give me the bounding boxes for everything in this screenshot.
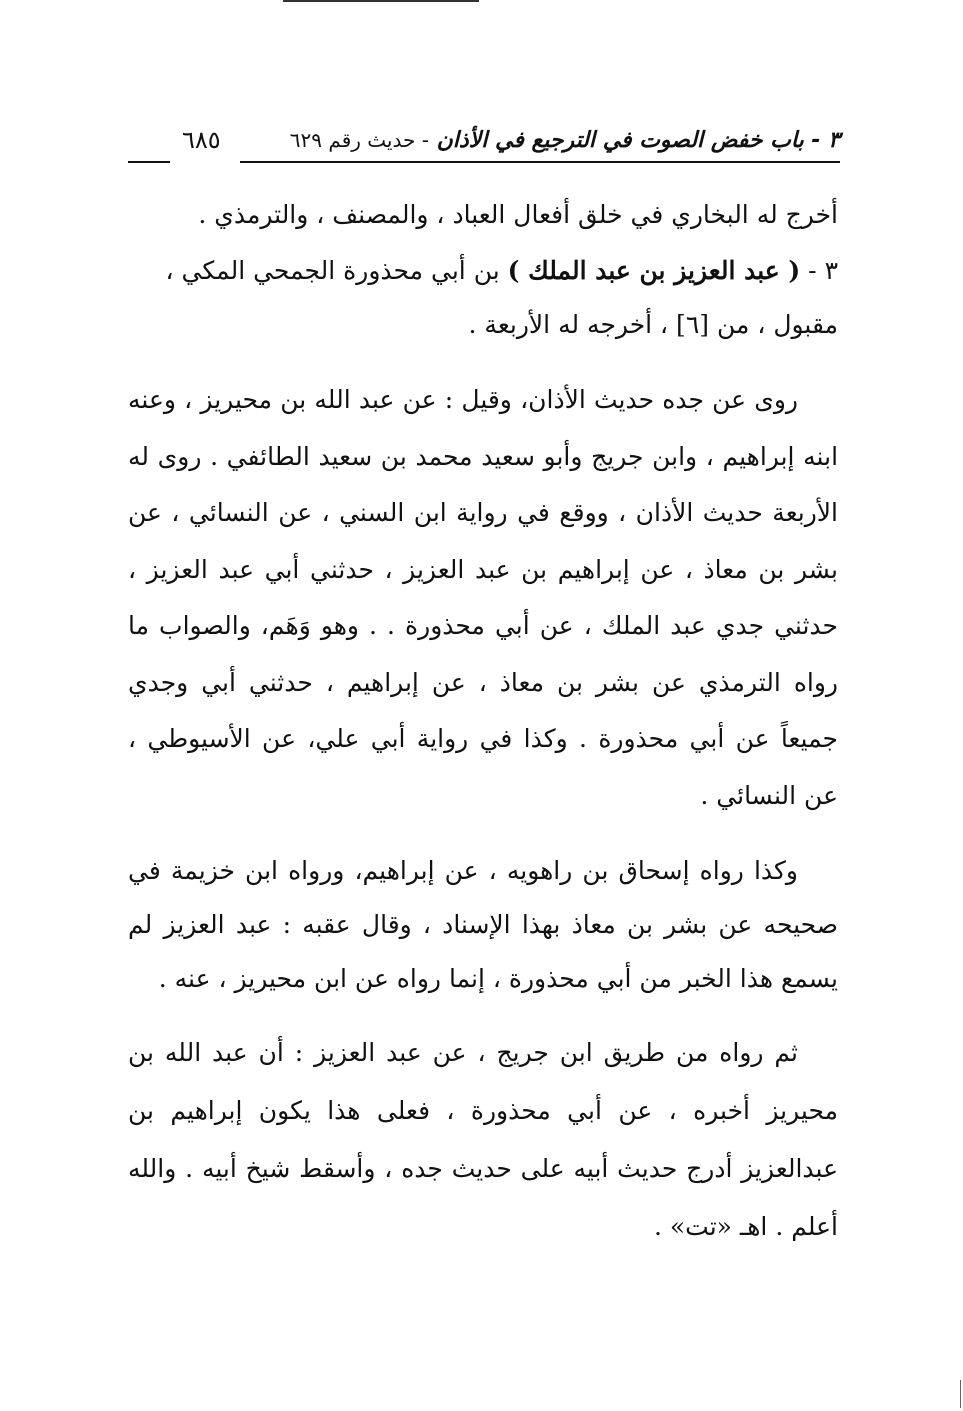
text-line: النسائي ، عن بشر بن معاذ ، عن إبراهيم بن عبد العزيز ، حدثني أبي bbox=[128, 498, 838, 584]
paragraph bbox=[128, 190, 838, 240]
text-line: محيريز أخبره ، عن أبي محذورة ، فعلى هذا يكون إبراهيم بن bbox=[128, 1096, 838, 1125]
page-body bbox=[128, 190, 838, 1256]
narrator-entry bbox=[128, 244, 838, 352]
entry-number: ٣ - bbox=[800, 256, 838, 285]
text-line: يسمع هذا الخبر من أبي محذورة ، إنما رواه عن ابن محيريز ، عنه . bbox=[158, 964, 838, 993]
text-line bbox=[128, 244, 838, 298]
text-line: عبدالعزيز أدرج حديث أبيه على حديث جده ، وأسقط شيخ أبيه . bbox=[185, 1154, 838, 1183]
page-number-rule bbox=[128, 161, 170, 163]
text-line: والله أعلم . اهـ «تت» . bbox=[128, 1154, 838, 1241]
text-line: صحيحه عن بشر بن معاذ بهذا الإسناد ، وقال عقبه : عبد العزيز لم bbox=[128, 910, 838, 939]
running-title bbox=[290, 118, 840, 163]
text-line: أخرج له البخاري في خلق أفعال العباد ، والمصنف ، والترمذي . bbox=[198, 200, 838, 229]
top-rule bbox=[283, 0, 479, 2]
text-line: وعنه ابنه إبراهيم ، وابن جريج وأبو سعيد محمد بن سعيد الطائفي . bbox=[128, 385, 839, 471]
text-line: عن الأسيوطي ، عن النسائي . bbox=[128, 724, 838, 810]
margin-mark bbox=[960, 1380, 961, 1408]
text-line: عبد العزيز ، حدثني جدي عبد الملك ، عن أبي محذورة . . وهو bbox=[128, 554, 838, 640]
paragraph bbox=[128, 1024, 838, 1256]
text-line: ثم رواه من طريق ابن جريج ، عن عبد العزيز : أن عبد الله بن bbox=[128, 1038, 798, 1067]
text-line: روى عن جده حديث الأذان، وقيل : عن عبد الله بن محيريز ، bbox=[184, 385, 798, 414]
paragraph bbox=[128, 372, 838, 824]
text-line: وَهَم، والصواب ما رواه الترمذي عن بشر بن معاذ ، عن إبراهيم ، bbox=[128, 611, 839, 697]
paragraph bbox=[128, 844, 838, 1006]
header-rule bbox=[240, 161, 840, 163]
text-line: روى له الأربعة حديث الأذان ، ووقع في رواية ابن السني ، عن bbox=[128, 441, 838, 527]
hadith-reference: - حديث رقم ٦٢٩ bbox=[289, 128, 429, 152]
text-line: وكذا رواه إسحاق بن راهويه ، عن إبراهيم، ورواه ابن خزيمة في bbox=[128, 856, 798, 885]
page-header bbox=[128, 118, 840, 168]
text-line: حدثني أبي وجدي جميعاً عن أبي محذورة . وكذا في رواية أبي علي، bbox=[128, 667, 838, 753]
chapter-title: ٣ - باب خفض الصوت في الترجيع في الأذان bbox=[436, 128, 840, 153]
text-line: مقبول ، من [٦] ، أخرجه له الأربعة . bbox=[468, 310, 838, 339]
narrator-name: ( عبد العزيز بن عبد الملك ) bbox=[507, 256, 801, 285]
page-number: ٦٨٥ bbox=[182, 126, 221, 154]
narrator-lineage: بن أبي محذورة الجمحي المكي ، bbox=[165, 256, 508, 285]
